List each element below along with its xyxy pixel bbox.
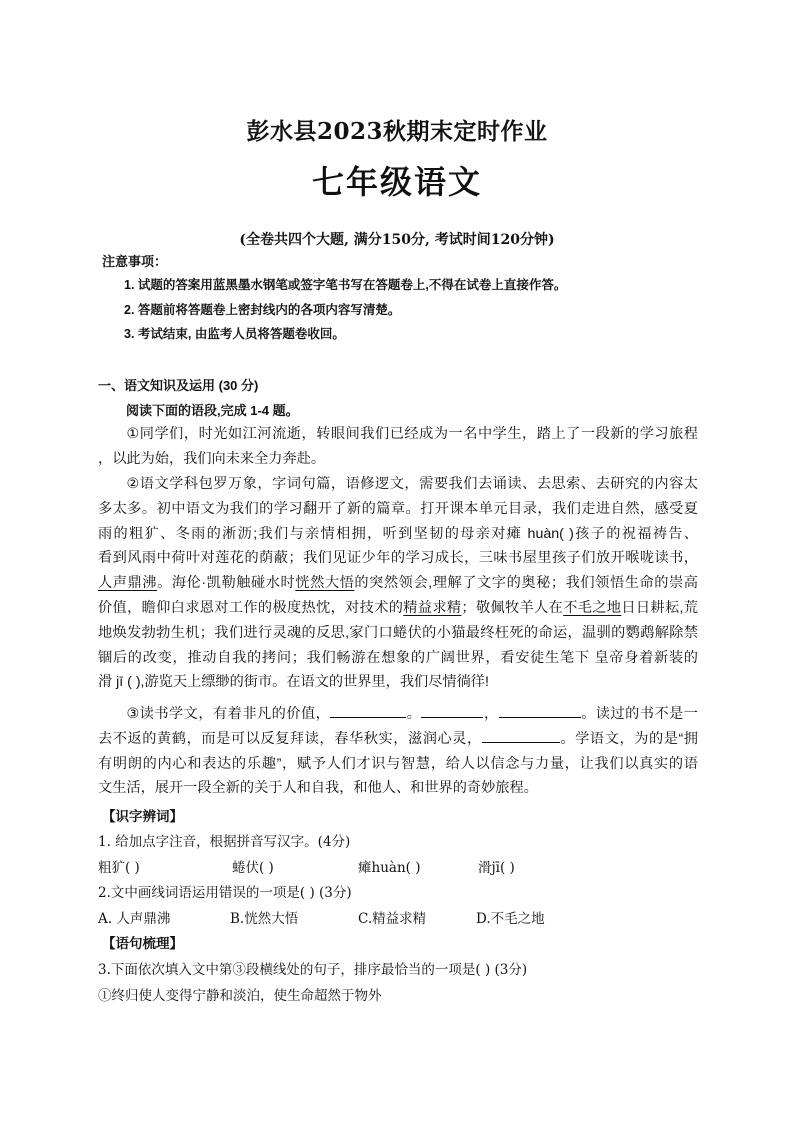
underlined-term: 恍然大悟 [295,575,355,592]
q1-item: 滑jī( ) [478,860,515,876]
q2-option-c: C.精益求精 [358,911,427,927]
notice-item: 2. 答题前将答题卷上密封线内的各项内容写清楚。 [124,303,401,317]
paragraph-line: ②语文学科包罗万象，字词句篇，语修逻文，需要我们去诵读、去思索、去研究的内容太 [126,476,698,492]
subject-title: 七年级语文 [311,163,482,201]
paragraph-line: ，以此为始，我们向未来全力奔赴。 [98,450,326,467]
fill-blank[interactable] [421,703,483,718]
underlined-term: 人声鼎沸 [98,575,158,592]
q1-item: 瘫huàn( ) [358,860,421,876]
underlined-term: 精益求精 [403,599,462,616]
fill-blank[interactable] [330,703,406,718]
paragraph-line: 多太多。初中语文为我们的学习翻开了新的篇章。打开课本单元目录，我们走进自然，感受夏 [98,500,698,517]
paragraph-2 [98,472,698,695]
paragraph-line: 文生活，展开一段全新的关于人和自我，和他人、和世界的奇妙旅程。 [98,780,538,797]
notice-item: 1. 试题的答案用蓝黑墨水钢笔或签字笔书写在答题卷上,不得在试卷上直接作答。 [124,278,567,292]
section-heading: 一、语文知识及运用 (30 分) [98,378,259,393]
paragraph-line: 滑 jī ( ),游览天上缥缈的街市。在语文的世界里，我们尽情徜徉! [98,674,489,691]
paragraph-line: 去不返的黄鹤，而是可以反复拜读，春华秋实，滋润心灵， 。学语文，为的是“拥 [98,727,698,752]
question-2: 2.文中画线词语运用错误的一项是( ) (3分) [98,885,352,901]
q2-option-a: A. 人声鼎沸 [98,911,171,927]
question-3: 3.下面依次填入文中第③段横线处的句子，排序最恰当的一项是( ) (3分) [98,962,528,978]
notice-heading: 注意事项： [102,254,168,269]
question-1: 1. 给加点字注音，根据拼音写汉字。(4分) [98,834,351,850]
q3-sentence-1: ①终归使人变得宁静和淡泊，使生命超然于物外 [98,988,382,1004]
category-heading: 【语句梳理】 [102,936,183,951]
exam-title: 彭水县2023秋期末定时作业 [246,118,548,145]
paragraph-line: 地焕发勃勃生机；我们进行灵魂的反思,家门口蜷伏的小猫最终枉死的命运，温驯的鹦鹉解除禁 [98,624,698,641]
category-heading: 【识字辨词】 [102,809,183,824]
paragraph-line: 锢后的改变，推动自我的拷问；我们畅游在想象的广阔世界，看安徒生笔下 皇帝身着新装的 [98,649,698,666]
notice-item: 3. 考试结束, 由监考人员将答题卷收回。 [124,327,345,341]
q1-item: 蜷伏( ) [232,860,274,876]
reading-instruction: 阅读下面的语段,完成 1-4 题。 [126,403,299,418]
paragraph-line: ①同学们，时光如江河流逝，转眼间我们已经成为一名中学生，踏上了一段新的学习旅程 [126,426,698,442]
q2-option-d: D.不毛之地 [476,911,545,927]
paragraph-line: 雨的粗犷、冬雨的淅沥;我们与亲情相拥，听到坚韧的母亲对瘫 huàn( )孩子的祝福祷告、 [98,525,698,542]
q1-item: 粗犷( ) [98,860,140,876]
exam-info: (全卷共四个大题, 满分150分, 考试时间120分钟) [239,232,555,248]
q2-option-b: B.恍然大悟 [230,911,299,927]
paragraph-1 [98,422,698,472]
paragraph-line: 看到风雨中荷叶对莲花的荫蔽；我们见证少年的学习成长，三味书屋里孩子们放开喉咙读书， [98,550,698,567]
paragraph-line: 人声鼎沸。海伦·凯勒触碰水时恍然大悟的突然领会,理解了文字的奥秘；我们领悟生命的崇高 [98,575,698,592]
paragraph-line: 价值，瞻仰白求恩对工作的极度热忱，对技术的精益求精；敬佩牧羊人在不毛之地日日耕耘,荒 [98,599,698,616]
paragraph-line: ③读书学文，有着非凡的价值， 。 ， 。读过的书不是一 [98,702,698,727]
paragraph-3 [98,702,698,801]
fill-blank[interactable] [499,703,581,718]
fill-blank[interactable] [482,728,560,743]
paragraph-line: 有明朗的内心和表达的乐趣”，赋予人们才识与智慧，给人以信念与力量，让我们以真实的语 [98,755,698,772]
underlined-term: 不毛之地 [563,599,622,616]
